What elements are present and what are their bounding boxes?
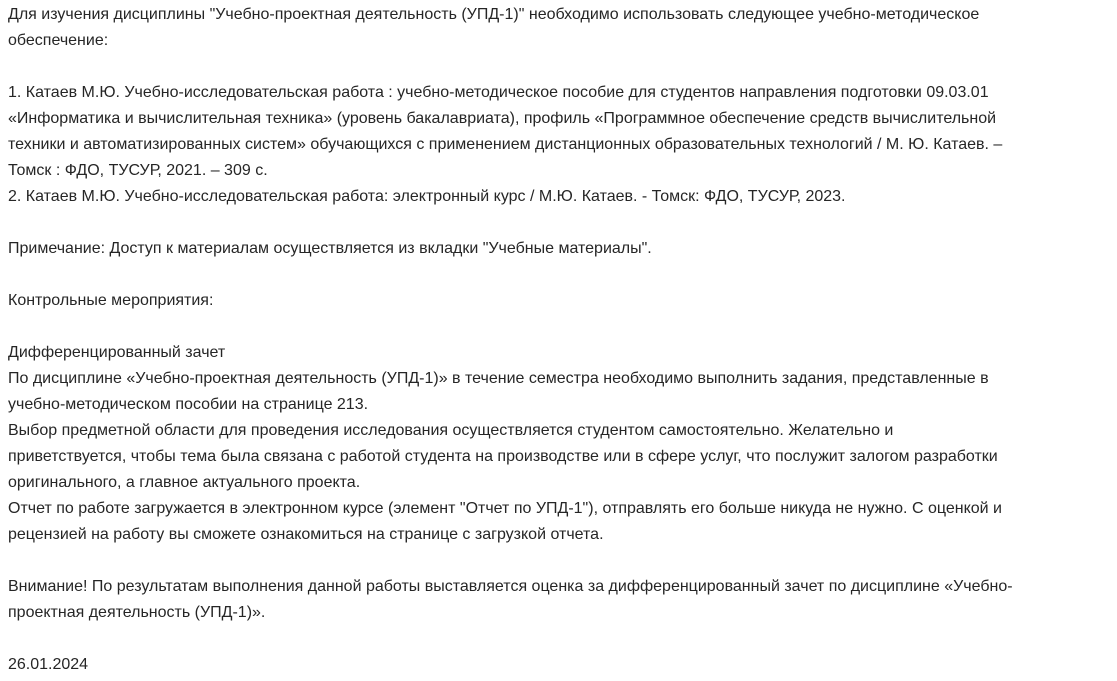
reference-1-line-3: техники и автоматизированных систем» обучающихся с применением дистанционных образовательных технологий / М. Ю. Катаев. – [8,136,1003,153]
assessment-choice-line-3: оригинального, а главное актуального проекта. [8,474,361,491]
reference-1-line-4: Томск : ФДО, ТУСУР, 2021. – 309 с. [8,162,268,179]
spacer [8,54,1108,80]
spacer [8,314,1108,340]
spacer [8,626,1108,652]
intro-line-2: обеспечение: [8,32,109,49]
assessment-title: Дифференцированный зачет [8,344,226,361]
assessment-choice-line-1: Выбор предметной области для проведения исследования осуществляется студентом самостоятельно. Желательно и [8,422,894,439]
attention-line-2: проектная деятельность (УПД-1)». [8,604,266,621]
assessment-task-line-1: По дисциплине «Учебно-проектная деятельность (УПД-1)» в течение семестра необходимо выполнить задания, представленные в [8,370,989,387]
materials-note: Примечание: Доступ к материалам осуществляется из вкладки "Учебные материалы". [8,240,652,257]
reference-2-line-1: 2. Катаев М.Ю. Учебно-исследовательская работа: электронный курс / М.Ю. Катаев. - Томск: ФДО, ТУСУР, 2023. [8,188,846,205]
attention-line-1: Внимание! По результатам выполнения данной работы выставляется оценка за дифференцированный зачет по дисциплине «Учебно- [8,578,1013,595]
course-document [8,2,1108,678]
intro-line-1: Для изучения дисциплины "Учебно-проектная деятельность (УПД-1)" необходимо использовать следующее учебно-методическое [8,6,980,23]
reference-1-line-2: «Информатика и вычислительная техника» (уровень бакалавриата), профиль «Программное обеспечение средств вычислительной [8,110,997,127]
control-heading: Контрольные мероприятия: [8,292,214,309]
document-date: 26.01.2024 [8,656,89,673]
spacer [8,548,1108,574]
assessment-upload-line-2: рецензией на работу вы сможете ознакомиться на странице с загрузкой отчета. [8,526,604,543]
assessment-task-line-2: учебно-методическом пособии на странице 213. [8,396,369,413]
reference-1-line-1: 1. Катаев М.Ю. Учебно-исследовательская работа : учебно-методическое пособие для студентов направления подготовки 09.03.01 [8,84,989,101]
assessment-choice-line-2: приветствуется, чтобы тема была связана с работой студента на производстве или в сфере услуг, что послужит залогом разработки [8,448,998,465]
spacer [8,210,1108,236]
assessment-upload-line-1: Отчет по работе загружается в электронном курсе (элемент "Отчет по УПД-1"), отправлять его больше никуда не нужно. С оценкой и [8,500,1002,517]
spacer [8,262,1108,288]
